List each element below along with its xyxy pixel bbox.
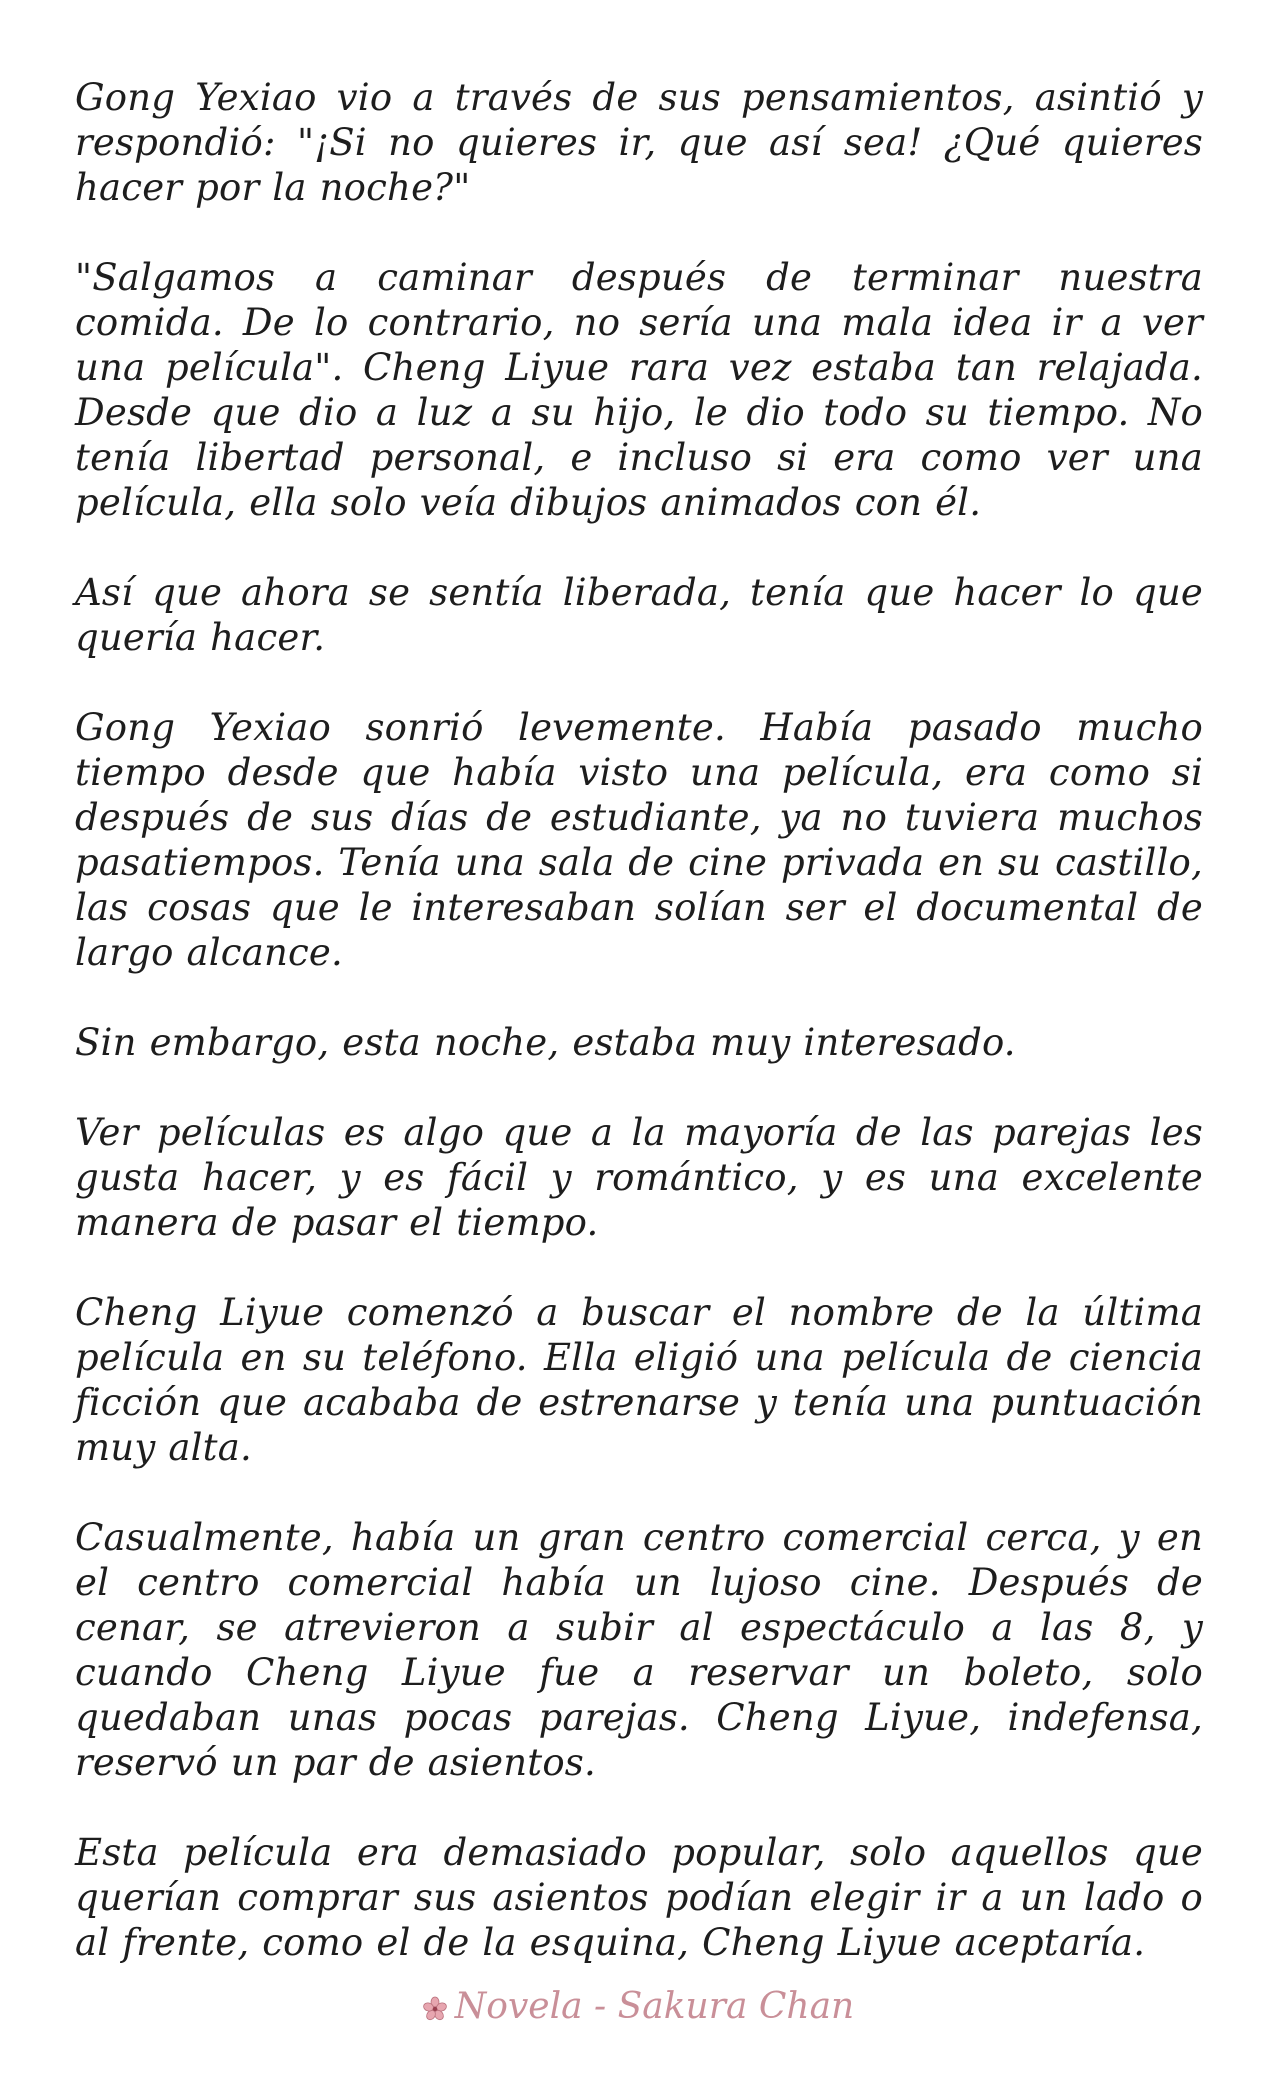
paragraph-9: Esta película era demasiado popular, solo aquellos que querían comprar sus asientos podían elegir ir a un lado o al frente, como el de la esquina, Cheng Liyue aceptaría. [75, 1831, 1203, 1964]
paragraph-1: Gong Yexiao vio a través de sus pensamientos, asintió y respondió: "¡Si no quieres ir, que así sea! ¿Qué quieres hacer por la noche?" [75, 76, 1203, 209]
paragraph-8: Casualmente, había un gran centro comercial cerca, y en el centro comercial había un lujoso cine. Después de cenar, se atrevieron a subir al espectáculo a las 8, y cuando Cheng Liyue fue a reservar un boleto, solo quedaban unas pocas parejas. Cheng Liyue, indefensa, reservó un par de asientos. [75, 1516, 1203, 1784]
paragraph-6: Ver películas es algo que a la mayoría de las parejas les gusta hacer, y es fácil y romántico, y es una excelente manera de pasar el tiempo. [75, 1111, 1203, 1244]
paragraph-7: Cheng Liyue comenzó a buscar el nombre de la última película en su teléfono. Ella eligió una película de ciencia ficción que acababa de estrenarse y tenía una puntuación muy alta. [75, 1291, 1203, 1469]
document-page [75, 75, 1203, 2035]
paragraph-5: Sin embargo, esta noche, estaba muy interesado. [75, 1021, 1016, 1064]
sakura-flower-icon [421, 1990, 449, 2018]
paragraph-2: "Salgamos a caminar después de terminar nuestra comida. De lo contrario, no sería una mala idea ir a ver una película". Cheng Liyue rara vez estaba tan relajada. Desde que dio a luz a su hijo, le dio todo su tiempo. No tenía libertad personal, e incluso si era como ver una película, ella solo veía dibujos animados con él. [75, 256, 1203, 524]
paragraph-4: Gong Yexiao sonrió levemente. Había pasado mucho tiempo desde que había visto una película, era como si después de sus días de estudiante, ya no tuviera muchos pasatiempos. Tenía una sala de cine privada en su castillo, las cosas que le interesaban solían ser el documental de largo alcance. [75, 706, 1203, 974]
watermark-text: Novela - Sakura Chan [454, 1986, 855, 2027]
paragraph-3: Así que ahora se sentía liberada, tenía que hacer lo que quería hacer. [75, 571, 1203, 659]
watermark [0, 1983, 1275, 2029]
